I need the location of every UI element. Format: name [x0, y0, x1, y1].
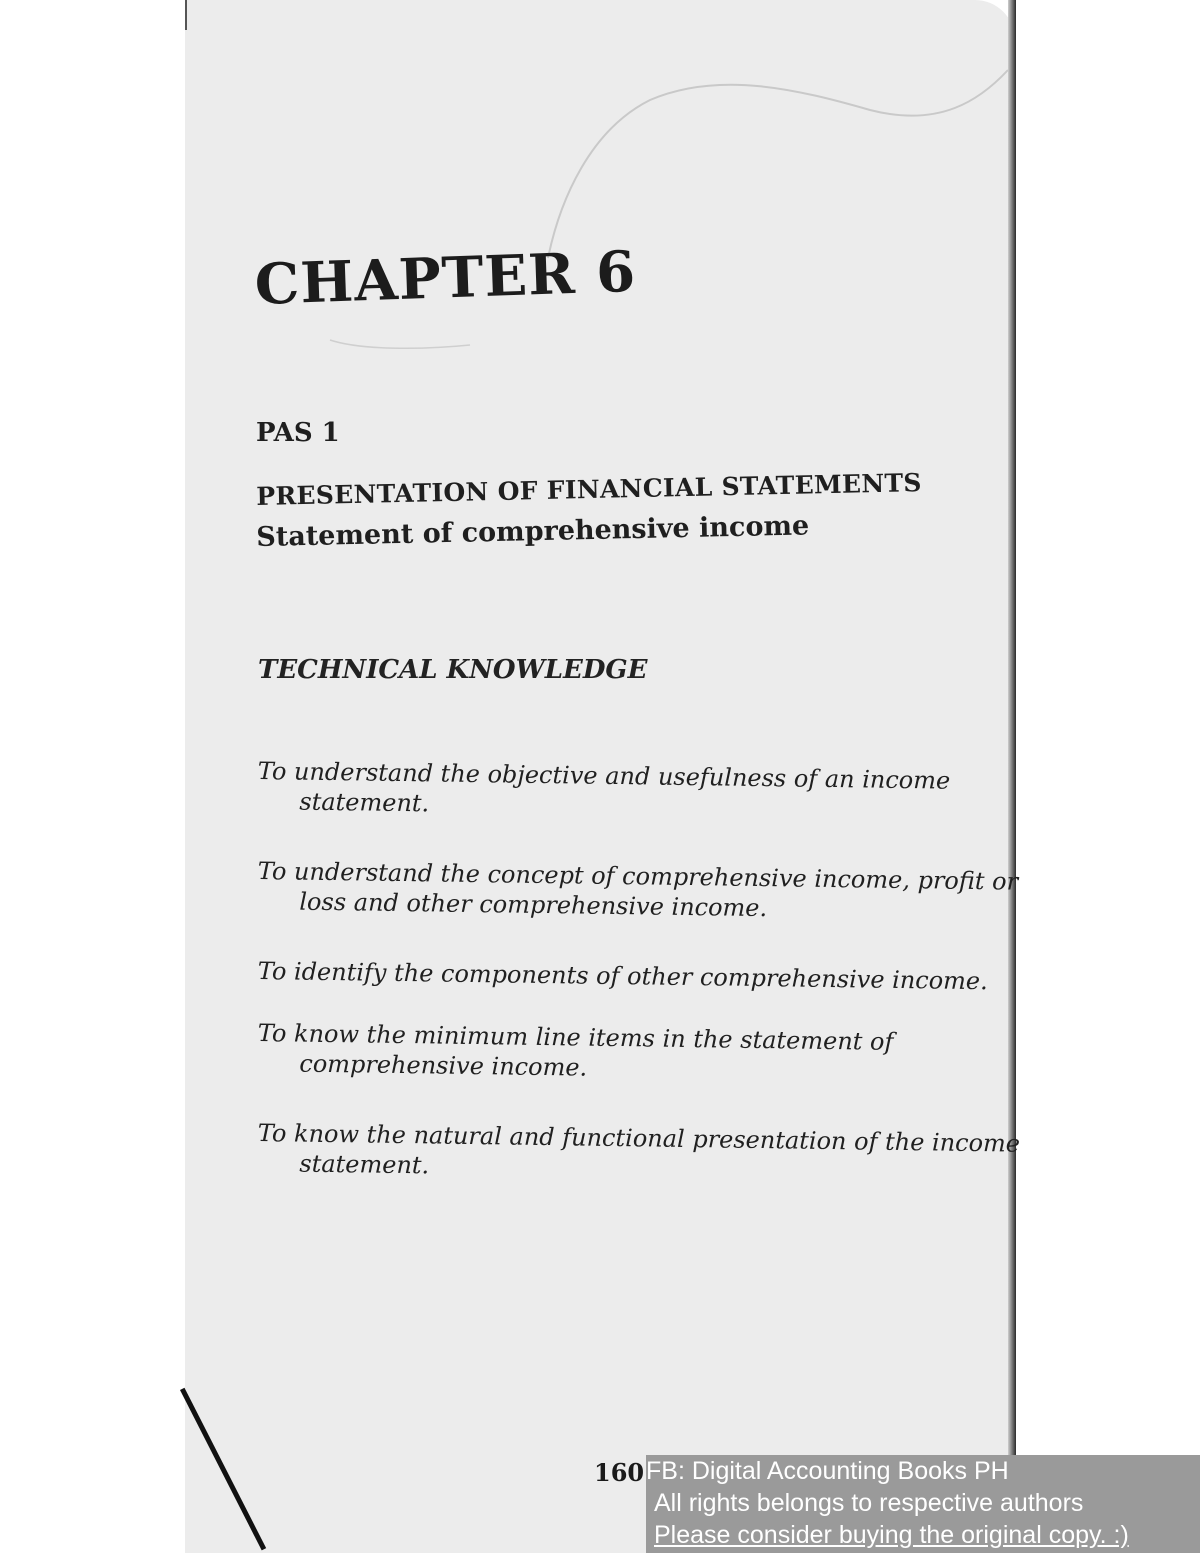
objective-item: To know the natural and functional presentation of the income statement.	[257, 1118, 1021, 1180]
standard-label: PAS 1	[256, 418, 340, 448]
objective-item: To identify the components of other comprehensive income.	[257, 956, 988, 996]
watermark-rights: All rights belongs to respective authors	[654, 1489, 1084, 1517]
page-edge-mark	[185, 0, 187, 30]
watermark-banner	[646, 1455, 1200, 1553]
objective-item: To understand the concept of comprehensive income, profit or loss and other comprehensive income.	[257, 856, 1019, 923]
objective-item: To understand the objective and usefulness of an income statement.	[257, 756, 951, 818]
document-subtitle: Statement of comprehensive income	[256, 510, 810, 553]
page-number: 160	[594, 1458, 645, 1487]
chapter-title: CHAPTER 6	[253, 238, 638, 318]
document-title: PRESENTATION OF FINANCIAL STATEMENTS	[256, 468, 923, 511]
objective-item: To know the minimum line items in the statement of comprehensive income.	[257, 1018, 894, 1082]
watermark-source: FB: Digital Accounting Books PH	[646, 1457, 1009, 1485]
watermark-request: Please consider buying the original copy. :)	[654, 1521, 1129, 1549]
section-heading: TECHNICAL KNOWLEDGE	[258, 655, 648, 685]
